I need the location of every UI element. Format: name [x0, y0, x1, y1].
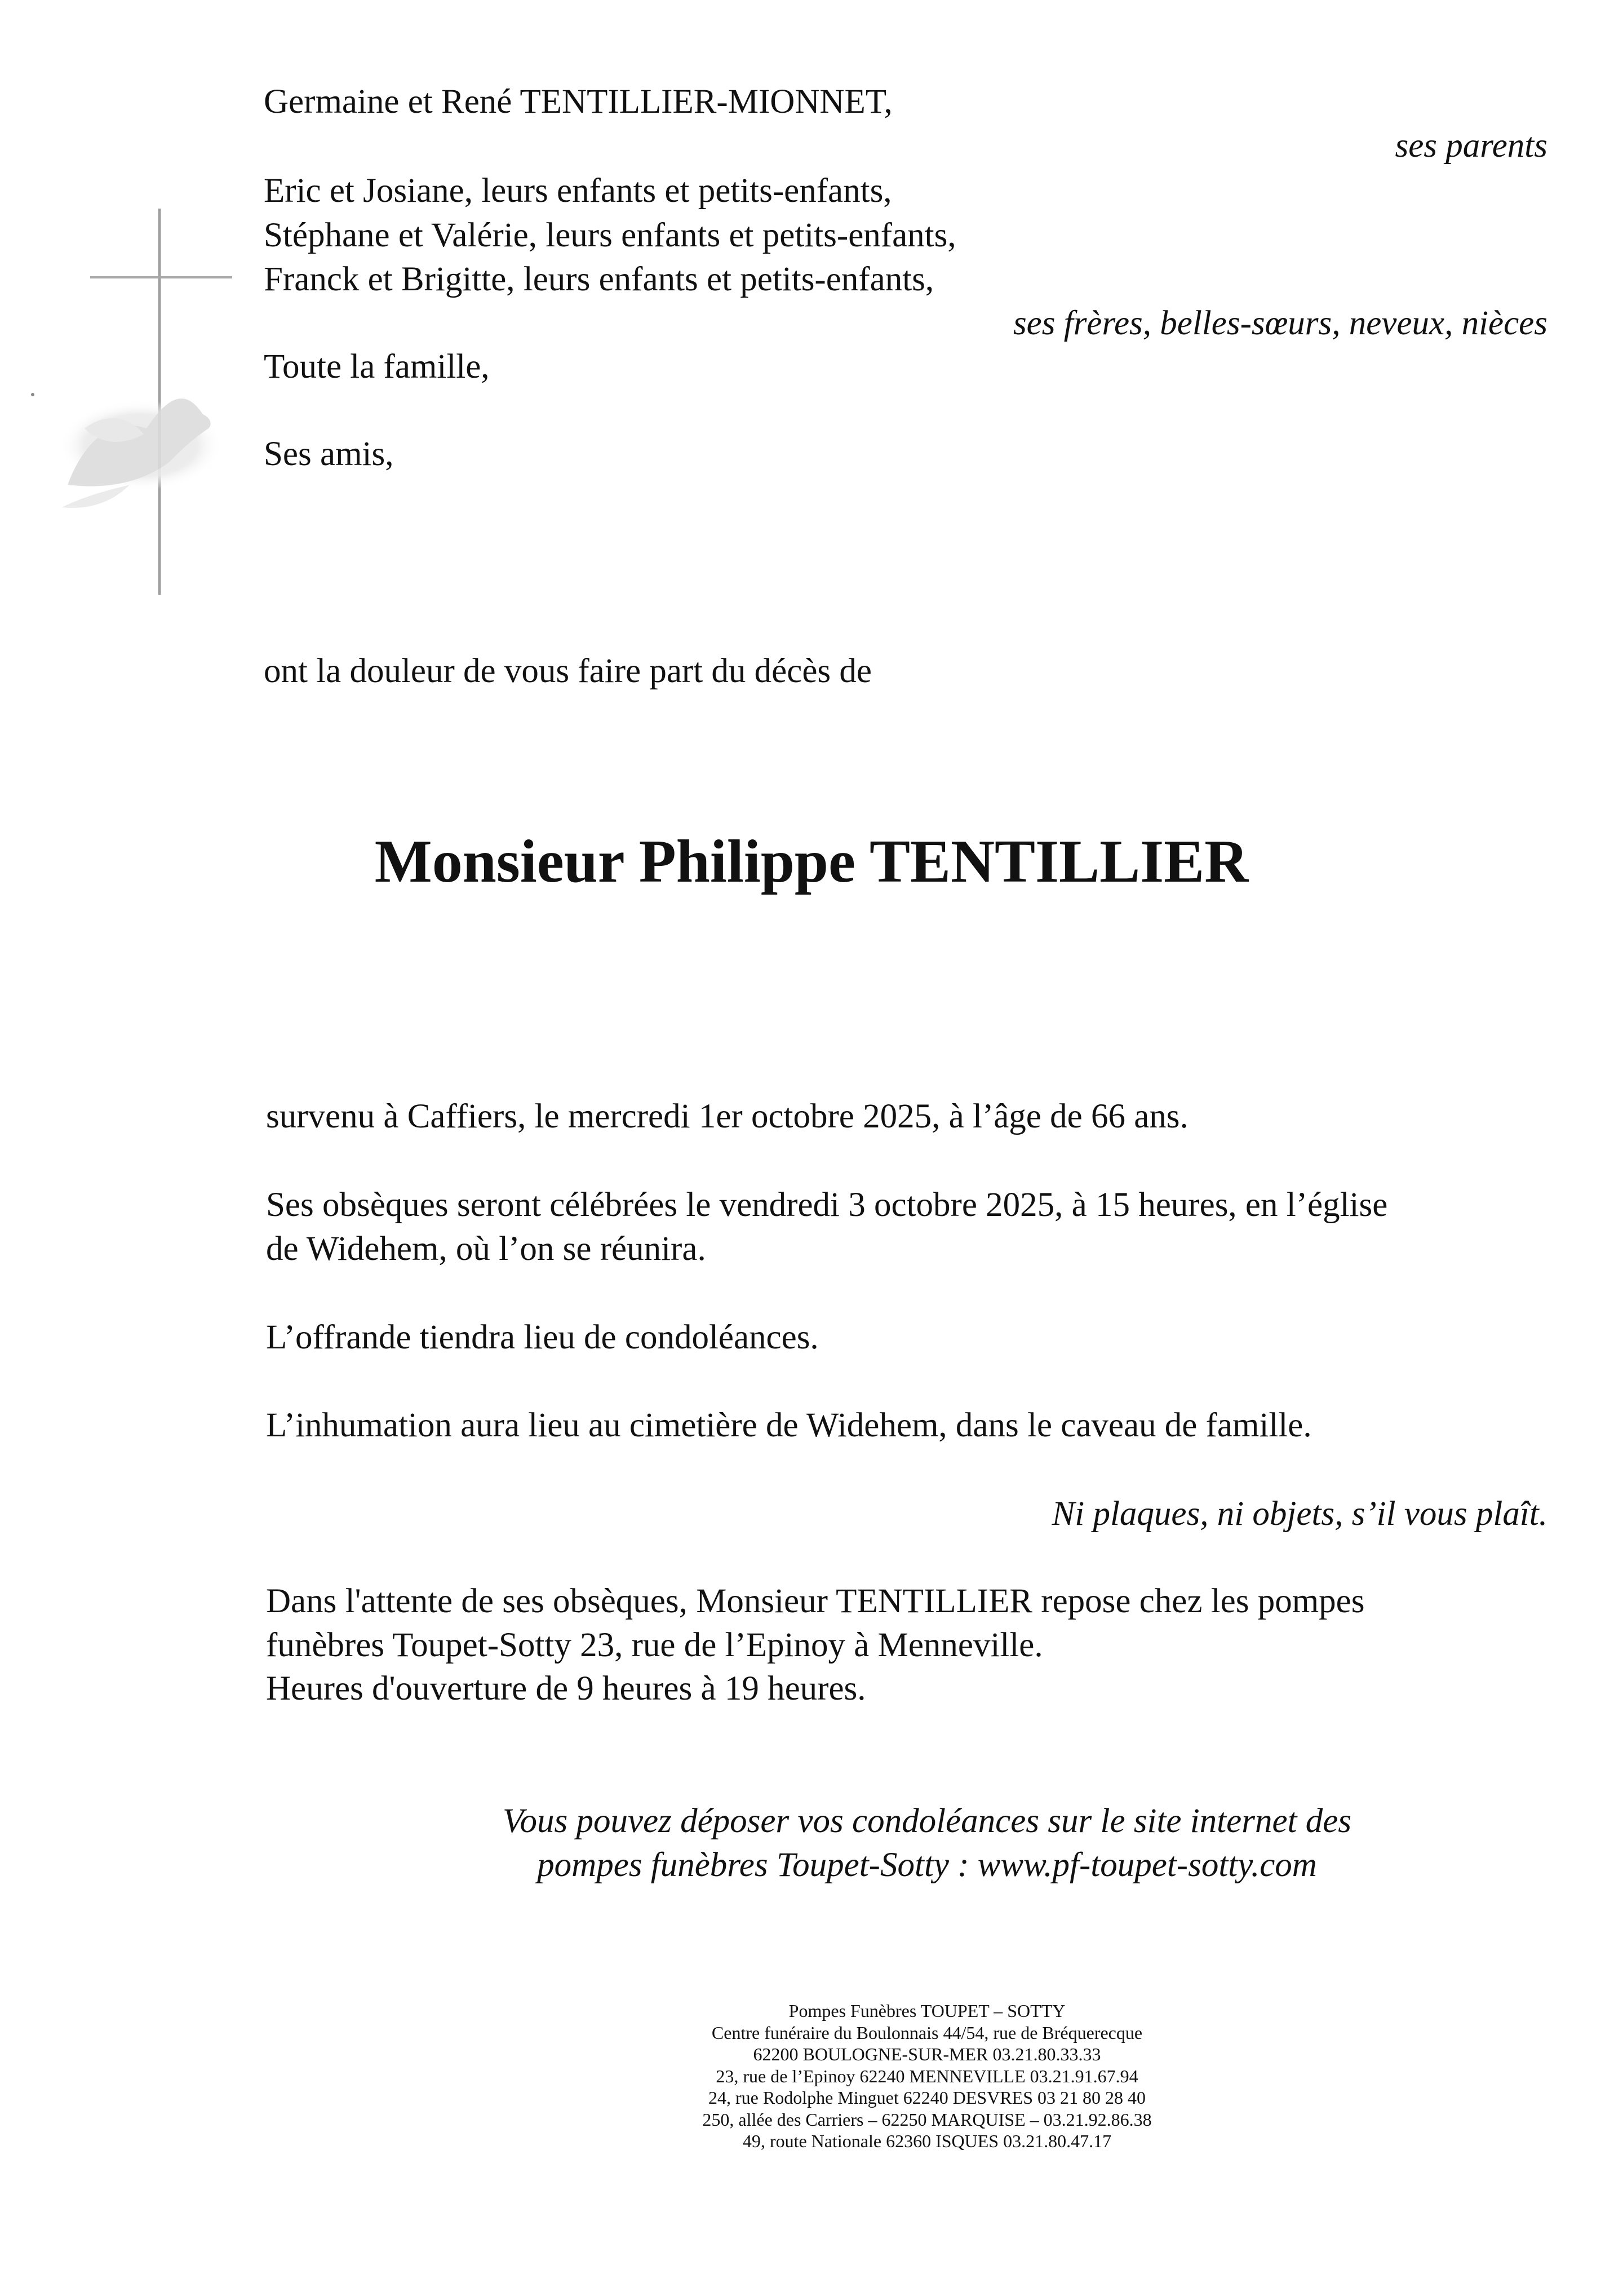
footer-line: 250, allée des Carriers – 62250 MARQUISE – 03.21.92.86.38	[702, 2109, 1152, 2130]
dove-icon	[59, 399, 223, 508]
burial-line: L’inhumation aura lieu au cimetière de Widehem, dans le caveau de famille.	[266, 1406, 1312, 1444]
rest-line: funèbres Toupet-Sotty 23, rue de l’Epinoy à Menneville.	[266, 1626, 1043, 1664]
cross-dove-icon	[0, 0, 259, 620]
deceased-name: Monsieur Philippe TENTILLIER	[374, 828, 1249, 895]
offering-line: L’offrande tiendra lieu de condoléances.	[266, 1319, 819, 1356]
condolences-line: Vous pouvez déposer vos condoléances sur le site internet des	[502, 1802, 1352, 1840]
parents-role: ses parents	[1395, 127, 1547, 165]
funeral-home-footer	[0, 2000, 1623, 2152]
funeral-line: Ses obsèques seront célébrées le vendredi 3 octobre 2025, à 15 heures, en l’église	[266, 1186, 1388, 1224]
footer-line: 23, rue de l’Epinoy 62240 MENNEVILLE 03.21.91.67.94	[716, 2065, 1138, 2086]
footer-line: Centre funéraire du Boulonnais 44/54, rue de Bréquerecque	[711, 2022, 1143, 2043]
sibling-line: Franck et Brigitte, leurs enfants et petits-enfants,	[264, 260, 934, 298]
footer-line: 62200 BOULOGNE-SUR-MER 03.21.80.33.33	[753, 2044, 1101, 2064]
rest-line: Dans l'attente de ses obsèques, Monsieur TENTILLIER repose chez les pompes	[266, 1582, 1365, 1620]
sibling-line: Stéphane et Valérie, leurs enfants et petits-enfants,	[264, 216, 956, 254]
condolences-line: pompes funèbres Toupet-Sotty : www.pf-toupet-sotty.com	[537, 1846, 1317, 1884]
funeral-line: de Widehem, où l’on se réunira.	[266, 1230, 706, 1268]
sibling-line: Eric et Josiane, leurs enfants et petits-enfants,	[264, 172, 892, 210]
death-line: survenu à Caffiers, le mercredi 1er octobre 2025, à l’âge de 66 ans.	[266, 1098, 1189, 1135]
announcement: ont la douleur de vous faire part du décès de	[264, 652, 872, 690]
whole-family: Toute la famille,	[264, 348, 490, 386]
siblings-role: ses frères, belles-sœurs, neveux, nièces	[1013, 304, 1547, 342]
friends: Ses amis,	[264, 435, 394, 473]
footer-line: Pompes Funèbres TOUPET – SOTTY	[788, 2001, 1066, 2021]
parents-names: Germaine et René TENTILLIER-MIONNET,	[264, 83, 893, 121]
no-plaques: Ni plaques, ni objets, s’il vous plaît.	[1052, 1495, 1547, 1533]
footer-line: 24, rue Rodolphe Minguet 62240 DESVRES 03 21 80 28 40	[708, 2087, 1146, 2108]
footer-line: 49, route Nationale 62360 ISQUES 03.21.80.47.17	[742, 2131, 1112, 2151]
rest-line: Heures d'ouverture de 9 heures à 19 heures.	[266, 1670, 866, 1707]
